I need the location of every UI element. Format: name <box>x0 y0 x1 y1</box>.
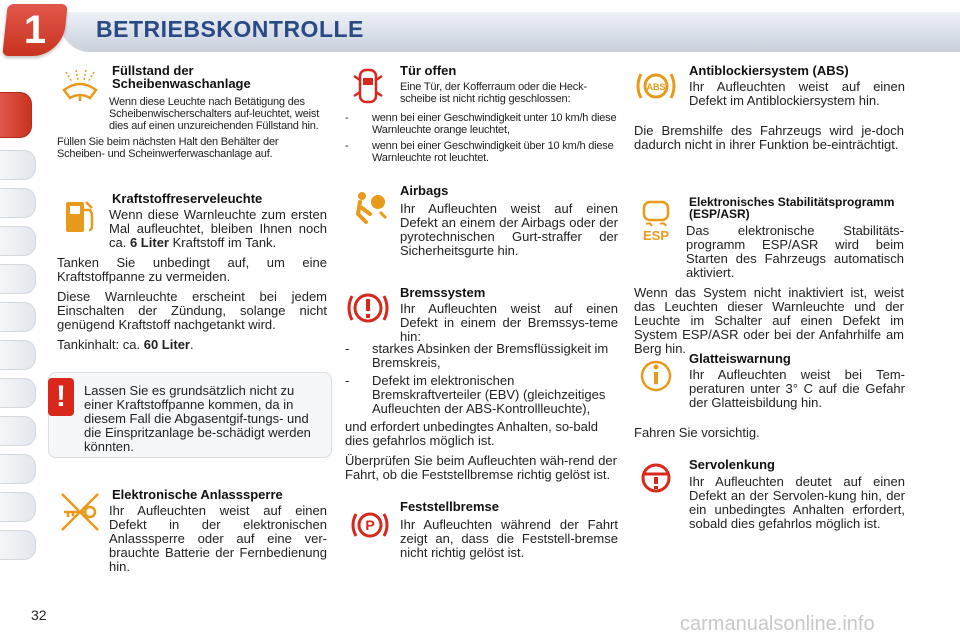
paragraph <box>57 208 327 250</box>
list-item <box>345 374 617 416</box>
list-item-text: wenn bei einer Geschwindigkeit über 10 km/h diese Warnleuchte rot leuchtet. <box>372 140 614 164</box>
chapter-tab[interactable] <box>0 264 36 294</box>
chapter-tab[interactable] <box>0 150 36 180</box>
esp-text <box>634 224 904 356</box>
chapter-tab[interactable] <box>0 302 36 332</box>
chapter-tab[interactable] <box>0 530 36 560</box>
watermark: carmanualsonline.info <box>680 613 875 635</box>
chapter-tab[interactable] <box>0 454 36 484</box>
parking-brake-section <box>400 500 618 560</box>
door-bullets <box>345 112 617 164</box>
paragraph: Füllen Sie beim nächsten Halt den Behälter der Scheiben- und Scheinwerferwaschanlage auf. <box>57 136 279 160</box>
section-title: Tür offen <box>400 63 457 78</box>
ice-section <box>689 352 905 410</box>
page-number: 32 <box>31 607 47 623</box>
bullet-dash: - <box>345 140 349 152</box>
chapter-tab-active[interactable] <box>0 92 32 138</box>
ice-warning-icon <box>636 356 676 396</box>
text-run: . <box>189 337 194 352</box>
warning-text <box>84 384 324 454</box>
abs-note <box>634 124 904 152</box>
paragraph: Ihr Aufleuchten weist auf einen Defekt in der elektronischen Anlasssperre oder auf eine ver-brauchte Batterie der Fernbedienung hin. <box>109 503 327 574</box>
bullet-dash: - <box>345 373 350 388</box>
brakes-details <box>345 342 617 482</box>
chapter-tab[interactable] <box>0 492 36 522</box>
page-title: BETRIEBSKONTROLLE <box>96 16 364 42</box>
warning-icon: ! <box>48 378 74 416</box>
chapter-tab[interactable] <box>0 378 36 408</box>
door-section <box>400 64 618 105</box>
svg-text:P: P <box>365 517 375 533</box>
paragraph <box>57 338 327 352</box>
paragraph: Die Bremshilfe des Fahrzeugs wird je-doch dadurch nicht in ihrer Funktion be-einträchtigt. <box>634 123 904 152</box>
section-title: Servolenkung <box>689 457 775 472</box>
text-run-bold: 6 Liter <box>129 235 169 250</box>
text-run: Wenn diese Warnleuchte zum ersten Mal aufleuchtet, bleiben Ihnen noch ca. <box>109 207 327 250</box>
paragraph: Diese Warnleuchte erscheint bei jedem Einschalten der Zündung, solange nicht genügend Kraftstoff nachgetankt wird. <box>57 289 327 332</box>
svg-text:ABS: ABS <box>646 82 666 92</box>
list-item <box>345 342 617 370</box>
paragraph: und erfordert unbedingtes Anhalten, so-bald dies gefahrlos möglich ist. <box>345 419 598 448</box>
brakes-section <box>400 286 618 344</box>
power-steering-icon <box>636 460 676 496</box>
bullet-dash: - <box>345 341 350 356</box>
paragraph: Ihr Aufleuchten weist auf einen Defekt in einem der Bremssys-teme hin: <box>400 301 618 344</box>
section-title: Füllstand der Scheibenwaschanlage <box>112 63 251 91</box>
chapter-number: 1 <box>23 8 47 52</box>
immobiliser-section <box>112 488 326 501</box>
list-item-text: starkes Absinken der Bremsflüssigkeit im Bremskreis, <box>372 341 609 370</box>
paragraph: Wenn das System nicht inaktiviert ist, weist das Leuchten dieser Warnleuchte und der Leuchte im Schalter auf einen Defekt im System ESP/ASR oder bei der Anfahrhilfe am Berg hin. <box>634 285 904 356</box>
chapter-tab[interactable] <box>0 188 36 218</box>
section-title: Antiblockiersystem (ABS) <box>689 63 849 78</box>
fuel-section <box>112 192 326 205</box>
list-item-text: Defekt im elektronischen Bremskraftverteiler (EBV) (gleichzeitiges Aufleuchten der ABS-Kontrollleuchte), <box>372 373 606 416</box>
section-title: Airbags <box>400 183 449 198</box>
door-open-icon <box>352 66 384 106</box>
paragraph: Tanken Sie unbedingt auf, um eine Kraftstoffpanne zu vermeiden. <box>57 255 327 284</box>
section-title: Elektronisches Stabilitätsprogramm (ESP/ASR) <box>689 195 895 221</box>
abs-section <box>689 64 905 108</box>
fuel-text <box>57 208 327 352</box>
svg-text:ESP: ESP <box>642 228 670 242</box>
washer-section <box>112 64 332 90</box>
bullet-dash: - <box>345 112 349 124</box>
chapter-tab[interactable] <box>0 416 36 446</box>
paragraph: Wenn diese Leuchte nach Betätigung des Scheibenwischerschalters auf-leuchtet, weist dies auf einen unzureichenden Füllstand hin. <box>109 96 320 132</box>
chapter-tab[interactable] <box>0 340 36 370</box>
ice-note <box>634 426 904 440</box>
immobiliser-text <box>57 504 327 574</box>
paragraph: Ihr Aufleuchten weist auf einen Defekt im Antiblockiersystem hin. <box>689 79 905 108</box>
paragraph: Ihr Aufleuchten weist bei Tem-peraturen unter 3° C auf die Gefahr der Glatteisbildung hin. <box>689 367 905 410</box>
text-run-bold: 60 Liter <box>143 337 190 352</box>
section-title: Bremssystem <box>400 285 486 300</box>
brake-system-icon <box>346 286 390 330</box>
chapter-tabs <box>0 62 40 582</box>
chapter-tab[interactable] <box>0 226 36 256</box>
page-header <box>0 0 960 60</box>
list-item-text: wenn bei einer Geschwindigkeit unter 10 km/h diese Warnleuchte orange leuchtet, <box>372 112 617 136</box>
paragraph: Überprüfen Sie beim Aufleuchten wäh-rend der Fahrt, ob die Feststellbremse richtig gelöst ist. <box>345 453 617 482</box>
paragraph: Eine Tür, der Kofferraum oder die Heck-scheibe ist nicht richtig geschlossen: <box>400 81 587 105</box>
paragraph: Lassen Sie es grundsätzlich nicht zu einer Kraftstoffpanne kommen, da in diesem Fall die Abgasentgif-tungs- und die Einspritzanlage be-schädigt werden könnten. <box>84 383 311 454</box>
text-run: Tankinhalt: ca. <box>57 337 141 352</box>
section-title: Kraftstoffreserveleuchte <box>112 191 263 206</box>
paragraph: Ihr Aufleuchten weist auf einen Defekt an einem der Airbags oder der pyrotechnischen Gurt-straffer der Sicherheitsgurte hin. <box>400 201 618 258</box>
section-title: Feststellbremse <box>400 499 499 514</box>
paragraph: Das elektronische Stabilitäts-programm ESP/ASR wird beim Starten des Fahrzeugs automatisch aktiviert. <box>686 223 904 280</box>
list-item <box>345 140 617 164</box>
list-item <box>345 112 617 136</box>
steering-section <box>689 458 905 531</box>
washer-text <box>57 96 327 160</box>
parking-brake-icon <box>350 508 390 542</box>
abs-icon <box>636 66 676 106</box>
airbags-section <box>400 184 618 258</box>
paragraph: Ihr Aufleuchten während der Fahrt zeigt an, dass die Feststell-bremse nicht richtig gelöst ist. <box>400 517 618 560</box>
airbag-icon <box>350 188 390 228</box>
esp-section <box>689 196 905 220</box>
paragraph: Ihr Aufleuchten deutet auf einen Defekt an der Servolen-kung hin, der ein unbedingtes Anhalten erfordert, sobald dies gefahrlos möglich ist. <box>689 474 905 531</box>
paragraph: Fahren Sie vorsichtig. <box>634 425 760 440</box>
section-title: Glatteiswarnung <box>689 351 791 366</box>
text-run: Kraftstoff im Tank. <box>172 235 277 250</box>
section-title: Elektronische Anlasssperre <box>112 487 283 502</box>
